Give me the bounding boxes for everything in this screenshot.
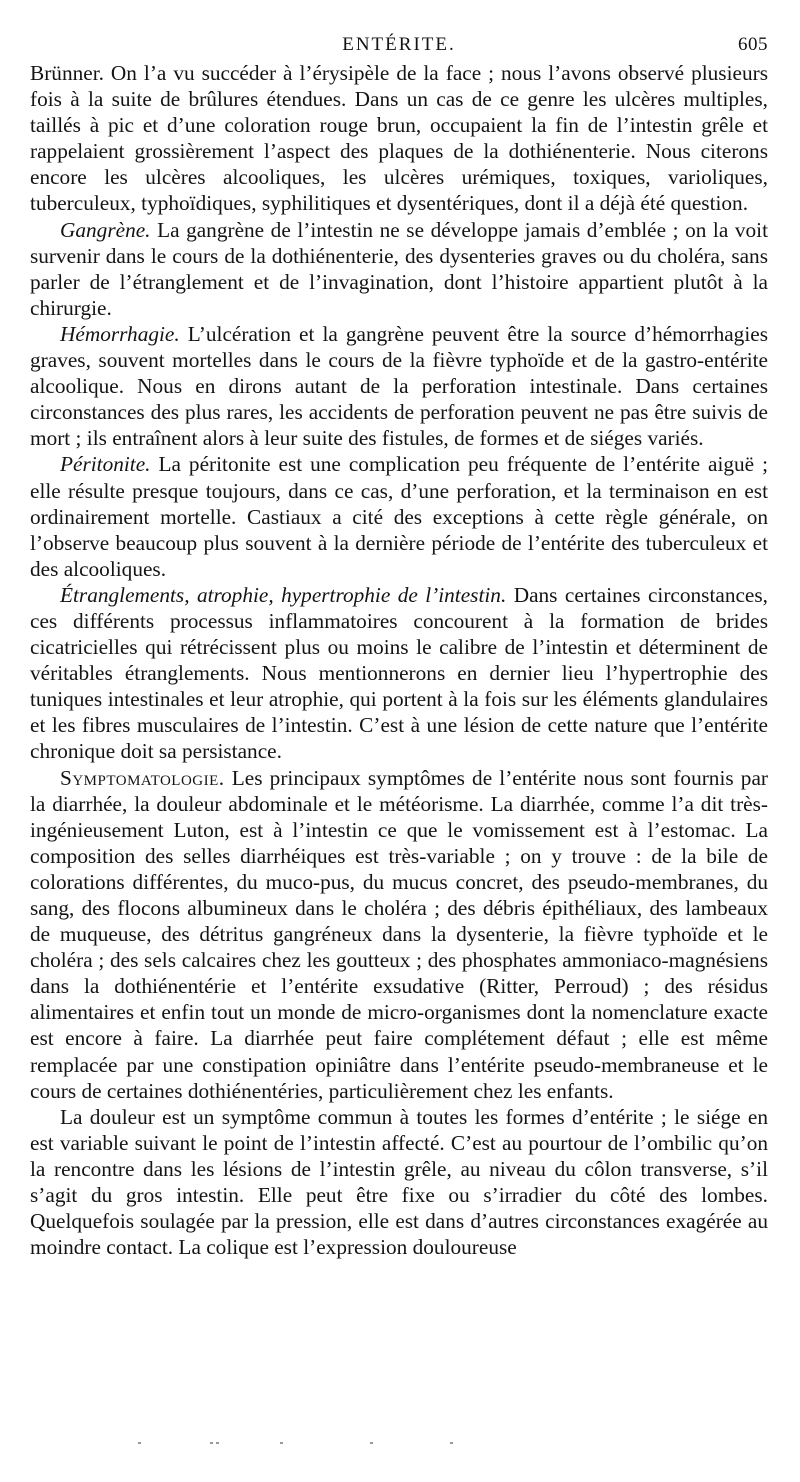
scan-speck bbox=[370, 1442, 373, 1444]
paragraph-douleur bbox=[30, 1104, 768, 1261]
page-number: 605 bbox=[738, 34, 768, 55]
paragraph-text: Dans certaines circonstances, ces différents processus inflammatoires concourent à la formation de brides cicatricielles qui rétrécissent plus ou moins le calibre de l’intestin et déterminent de véritables étranglements. Nous mentionnerons en dernier lieu l’hypertrophie des tuniques intestinales et leur atrophie, qui portent à la fois sur les éléments glandulaires et les fibres musculaires de l’intestin. C’est à une lésion de cette nature que l’entérite chronique doit sa persistance. bbox=[30, 582, 768, 764]
paragraph-peritonite bbox=[30, 451, 768, 581]
scan-speck bbox=[210, 1442, 213, 1444]
paragraph-symptomatologie bbox=[30, 765, 768, 1104]
scan-speck bbox=[450, 1442, 453, 1444]
section-lead-peritonite: Péritonite. bbox=[60, 452, 151, 477]
scan-speck bbox=[216, 1442, 219, 1444]
paragraph-text: Les principaux symptômes de l’entérite nous sont fournis par la diarrhée, la douleur abdominale et le météorisme. La diarrhée, comme l’a dit très-ingénieusement Luton, est à l’intestin ce que le vomissement est à l’estomac. La composition des selles diarrhéiques est très-variable ; on y trouve : de la bile de colorations différentes, du muco-pus, du mucus concret, des pseudo-membranes, du sang, des flocons albumineux dans le choléra ; des débris épithéliaux, des lambeaux de muqueuse, des détritus gangréneux dans la dysenterie, la fièvre typhoïde et le choléra ; des sels calcaires chez les goutteux ; des phosphates ammoniaco-magnésiens dans la dothiénentérie et l’entérite exsudative (Ritter, Perroud) ; des résidus alimentaires et enfin tout un monde de micro-organismes dont la nomenclature exacte est encore à faire. La diarrhée peut faire complétement défaut ; elle est même remplacée par une constipation opiniâtre dans l’entérite pseudo-membraneuse et le cours de certaines dothiénentéries, particulièrement chez les enfants. bbox=[30, 765, 768, 1103]
paragraph-gangrene bbox=[30, 217, 768, 321]
scan-specks bbox=[30, 1442, 768, 1452]
paragraph-text: La gangrène de l’intestin ne se développe jamais d’emblée ; on la voit survenir dans le cours de la dothiénenterie, des dysenteries graves ou du choléra, sans parler de l’étranglement et de l’invagination, dont l’histoire appartient plutôt à la chirurgie. bbox=[30, 217, 768, 320]
paragraph-text: Brünner. On l’a vu succéder à l’érysipèle de la face ; nous l’avons observé plusieurs fois à la suite de brûlures étendues. Dans un cas de ce genre les ulcères multiples, taillés à pic et d’une coloration rouge brun, occupaient la fin de l’intestin grêle et rappelaient grossièrement l’aspect des plaques de la dothiénenterie. Nous citerons encore les ulcères alcooliques, les ulcères urémiques, toxiques, varioliques, tuberculeux, typhoïdiques, syphilitiques et dysentériques, dont il a déjà été question. bbox=[30, 61, 768, 216]
section-lead-gangrene: Gangrène. bbox=[60, 217, 151, 242]
page-header bbox=[30, 28, 768, 60]
scan-speck bbox=[280, 1442, 283, 1444]
paragraph-text: La péritonite est une complication peu fréquente de l’entérite aiguë ; elle résulte presque toujours, dans ce cas, d’une perforation, et la terminaison en est ordinairement mortelle. Castiaux a cité des exceptions à cette règle générale, on l’observe beaucoup plus souvent à la dernière période de l’entérite des tuberculeux et des alcooliques. bbox=[30, 452, 769, 581]
paragraph-brunner bbox=[30, 60, 768, 217]
section-lead-etranglements: Étranglements, atrophie, hypertrophie de l’intestin. bbox=[60, 582, 507, 607]
book-page bbox=[30, 28, 768, 1260]
paragraph-etranglements bbox=[30, 582, 768, 765]
running-title: ENTÉRITE. bbox=[342, 34, 456, 55]
paragraph-hemorrhagie bbox=[30, 321, 768, 451]
section-lead-hemorrhagie: Hémorrhagie. bbox=[60, 321, 180, 346]
section-heading-symptomatologie: Symptomatologie. bbox=[60, 765, 225, 790]
paragraph-text: La douleur est un symptôme commun à toutes les formes d’entérite ; le siége en est variable suivant le point de l’intestin affecté. C’est au pourtour de l’ombilic qu’on la rencontre dans les lésions de l’intestin grêle, au niveau du côlon transverse, s’il s’agit du gros intestin. Elle peut être fixe ou s’irradier du côté des lombes. Quelquefois soulagée par la pression, elle est dans d’autres circonstances exagérée au moindre contact. La colique est l’expression douloureuse bbox=[30, 1104, 768, 1260]
paragraph-text: L’ulcération et la gangrène peuvent être la source d’hémorrhagies graves, souvent mortelles dans le cours de la fièvre typhoïde et de la gastro-entérite alcoolique. Nous en dirons autant de la perforation intestinale. Dans certaines circonstances des plus rares, les accidents de perforation peuvent ne pas être suivis de mort ; ils entraînent alors à leur suite des fistules, de formes et de siéges variés. bbox=[30, 321, 768, 451]
scan-speck bbox=[138, 1442, 141, 1444]
